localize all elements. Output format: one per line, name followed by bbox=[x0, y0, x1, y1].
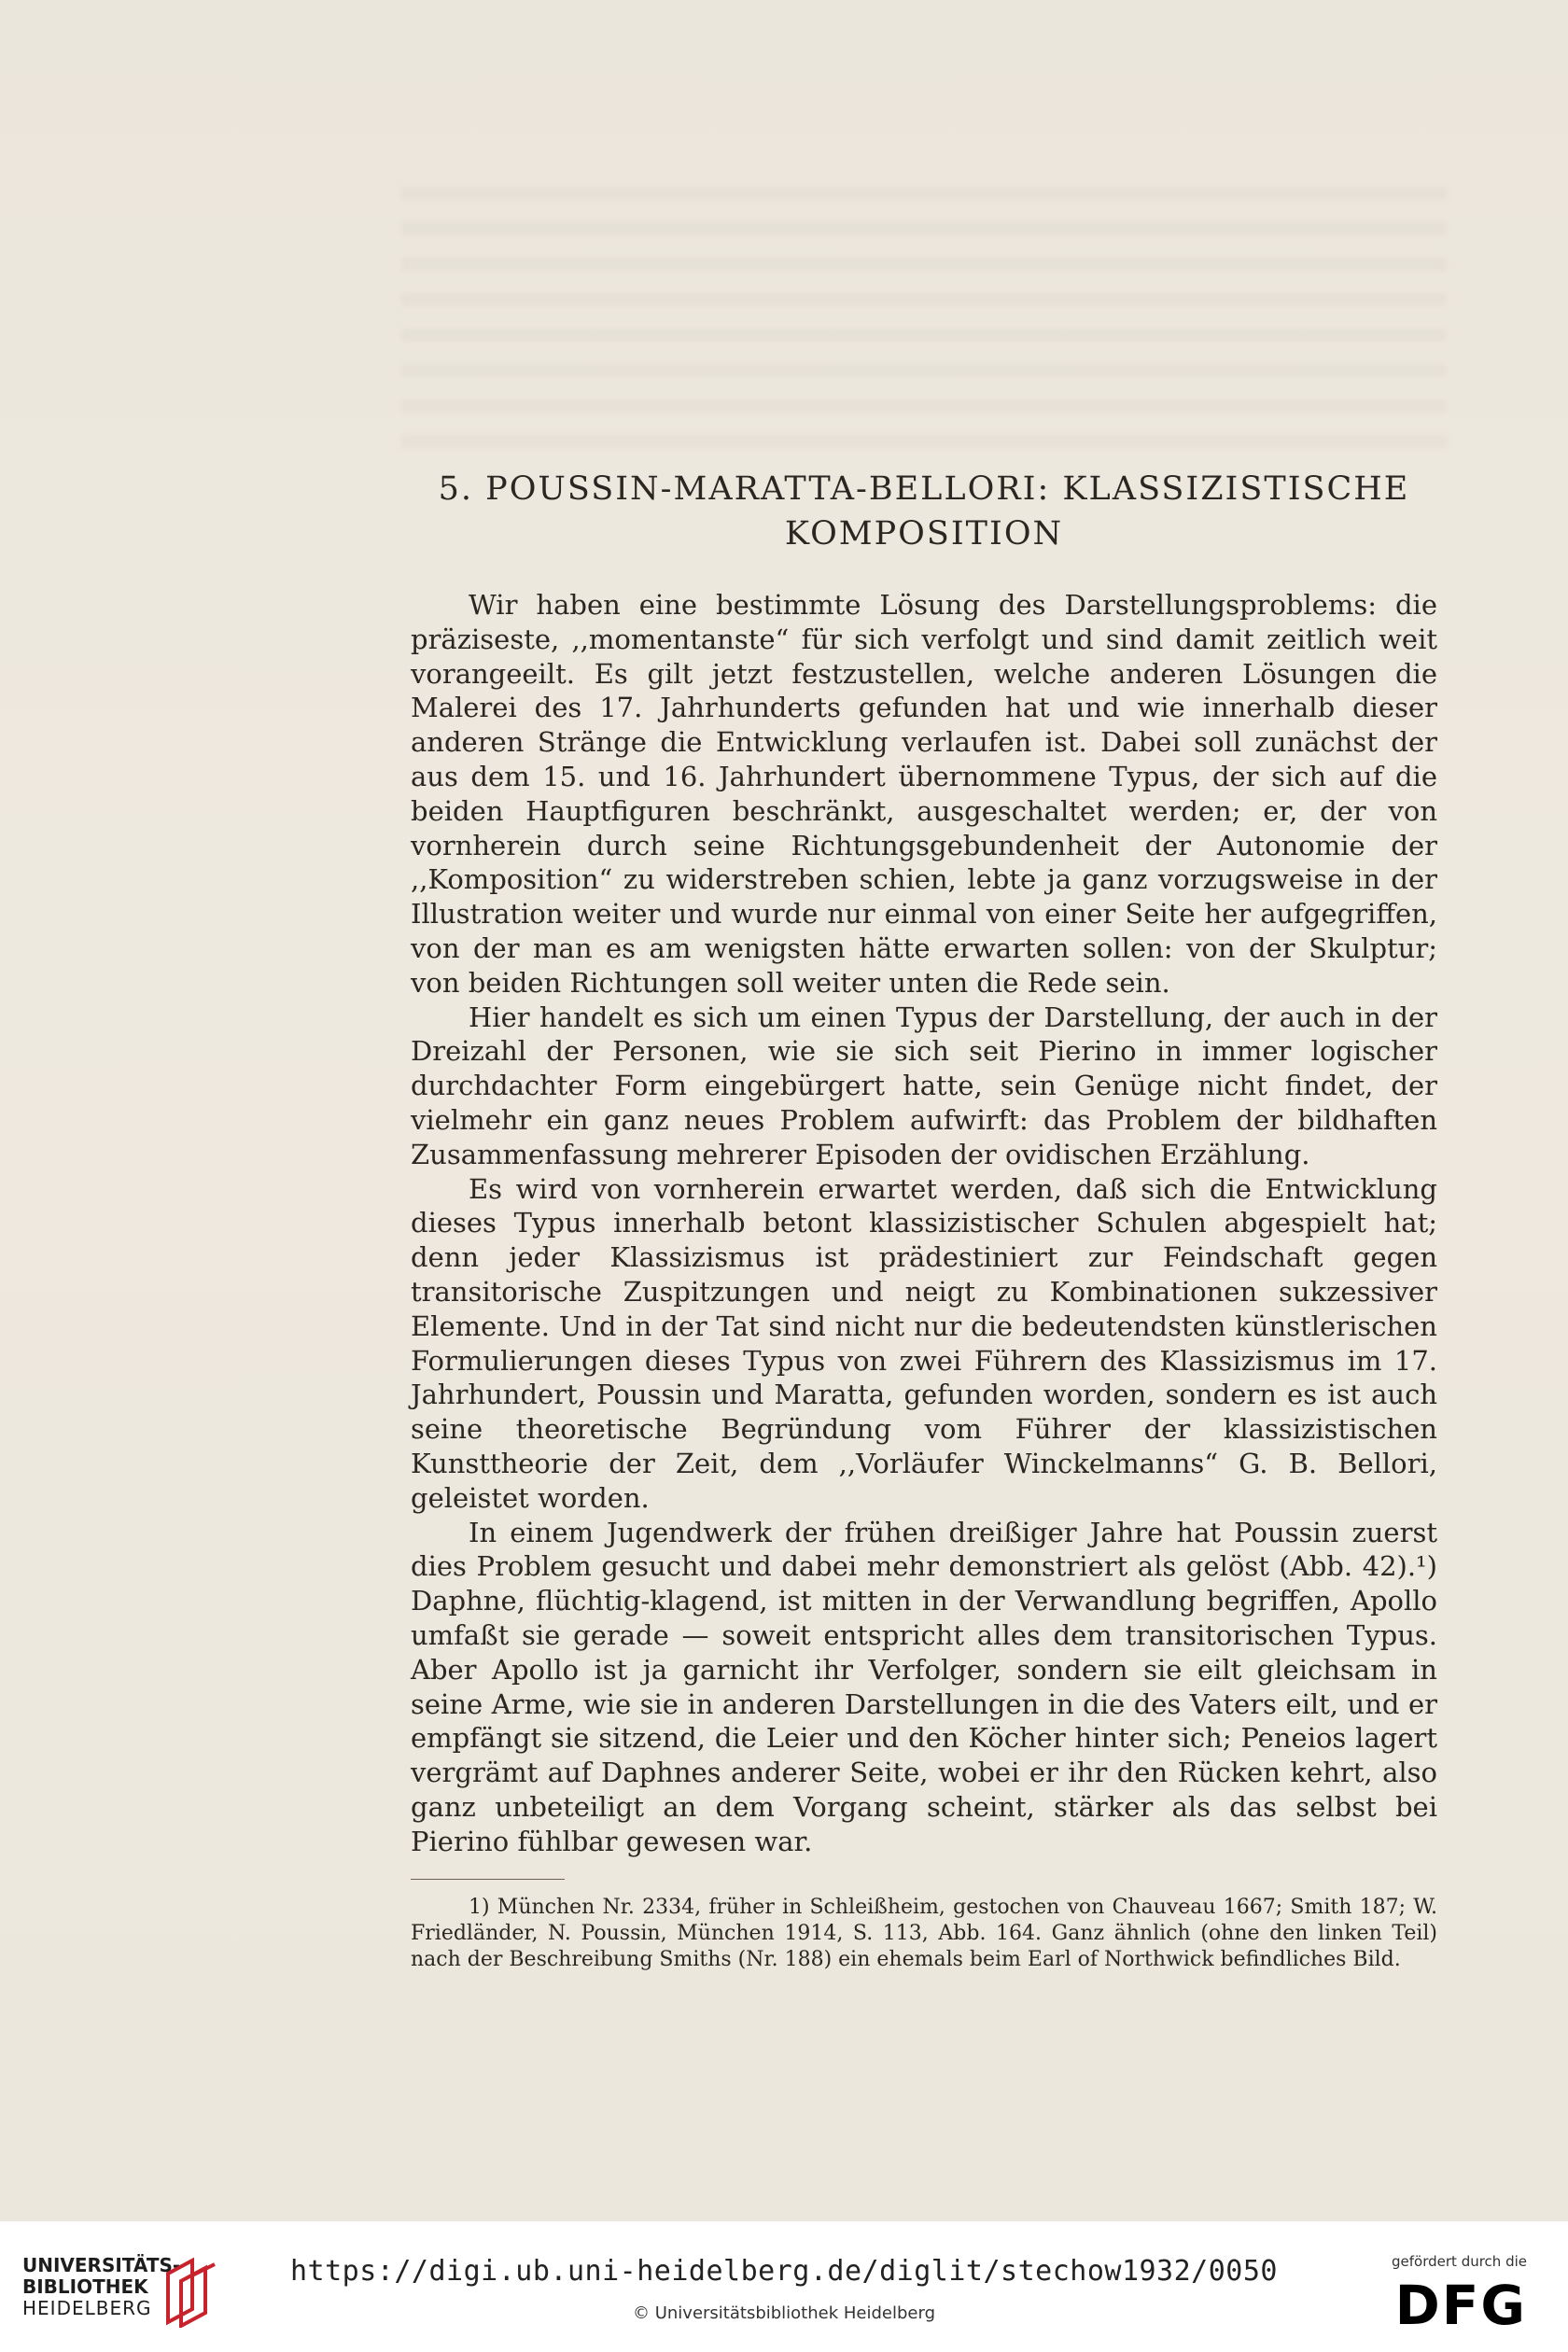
chapter-heading-line-2: KOMPOSITION bbox=[784, 515, 1064, 553]
page-content bbox=[411, 467, 1437, 1973]
paragraph: Es wird von vornherein erwartet werden, daß sich die Entwicklung dieses Typus innerhalb betont klassizistischer Schulen abgespielt hat; denn jeder Klassizismus ist prädestiniert zur Feindschaft gegen transitorische Zuspitzungen und neigt zu Kombinationen sukzessiver Elemente. Und in der Tat sind nicht nur die bedeutendsten künstlerischen Formulierungen dieses Typus von zwei Führern des Klassizismus im 17. Jahrhundert, Poussin und Maratta, gefunden worden, sondern es ist auch seine theoretische Begründung vom Führer der klassizistischen Kunsttheorie der Zeit, dem ,,Vorläufer Winckelmanns“ G. B. Bellori, geleistet worden. bbox=[411, 1172, 1437, 1514]
dfg-logo[interactable]: DFG bbox=[1394, 2274, 1527, 2337]
footnote-rule bbox=[411, 1879, 565, 1880]
funder-caption: gefördert durch die bbox=[1392, 2253, 1527, 2270]
library-name-line-3: HEIDELBERG bbox=[22, 2297, 152, 2319]
copyright-notice: © Universitätsbibliothek Heidelberg bbox=[632, 2303, 935, 2323]
library-name-line-2: BIBLIOTHEK bbox=[22, 2275, 148, 2298]
bleed-through-shadow bbox=[401, 187, 1447, 467]
library-name-line-1: UNIVERSITÄTS- bbox=[22, 2254, 181, 2276]
paragraph: Wir haben eine bestimmte Lösung des Darstellungsproblems: die präziseste, ,,momentanste“ für sich verfolgt und sind damit zeitlich weit vorangeeilt. Es gilt jetzt festzustellen, welche anderen Lösungen die Malerei des 17. Jahrhunderts gefunden hat und wie innerhalb dieser anderen Stränge die Entwicklung verlaufen ist. Dabei soll zunächst der aus dem 15. und 16. Jahrhundert übernommene Typus, der sich auf die beiden Hauptfiguren beschränkt, ausgeschaltet werden; er, der von vornherein durch seine Richtungsgebundenheit der Autonomie der ,,Komposition“ zu widerstreben schien, lebte ja ganz vorzugsweise in der Illustration weiter und wurde nur einmal von einer Seite her aufgegriffen, von der man es am wenigsten hätte erwarten sollen: von der Skulptur; von beiden Richtungen soll weiter unten die Rede sein. bbox=[411, 589, 1437, 999]
chapter-heading bbox=[411, 467, 1437, 556]
body-text bbox=[411, 588, 1437, 1858]
paragraph: In einem Jugendwerk der frühen dreißiger Jahre hat Poussin zuerst dies Problem gesucht und dabei mehr demonstriert als gelöst (Abb. 42).¹) Daphne, flüchtig-klagend, ist mitten in der Verwandlung begriffen, Apollo umfaßt sie gerade — soweit entspricht alles dem transitorischen Typus. Aber Apollo ist ja garnicht ihr Verfolger, sondern sie eilt gleichsam in seine Arme, wie sie in anderen Darstellungen in die des Vaters eilt, und er empfängt sie sitzend, die Leier und den Köcher hinter sich; Peneios lagert vergrämt auf Daphnes anderer Seite, wobei er ihr den Rücken kehrt, also ganz unbeteiligt an dem Vorgang scheint, stärker als das selbst bei Pierino fühlbar gewesen war. bbox=[411, 1516, 1437, 1857]
paragraph: Hier handelt es sich um einen Typus der Darstellung, der auch in der Dreizahl der Personen, wie sie sich seit Pierino in immer logischer durchdachter Form eingebürgert hatte, sein Genüge nicht findet, der vielmehr ein ganz neues Problem aufwirft: das Problem der bildhaften Zusammenfassung mehrerer Episoden der ovidischen Erzählung. bbox=[411, 1001, 1437, 1170]
footnote: 1) München Nr. 2334, früher in Schleißheim, gestochen von Chauveau 1667; Smith 187; W. Friedländer, N. Poussin, München 1914, S. 113, Abb. 164. Ganz ähnlich (ohne den linken Teil) nach der Beschreibung Smiths (Nr. 188) ein ehemals beim Earl of Northwick befindliches Bild. bbox=[411, 1896, 1437, 1972]
permalink-url[interactable]: https://digi.ub.uni-heidelberg.de/diglit/stechow1932/0050 bbox=[289, 2255, 1278, 2288]
viewer-footer bbox=[0, 2221, 1568, 2352]
chapter-heading-line-1: 5. POUSSIN-MARATTA-BELLORI: KLASSIZISTISCHE bbox=[438, 470, 1410, 508]
